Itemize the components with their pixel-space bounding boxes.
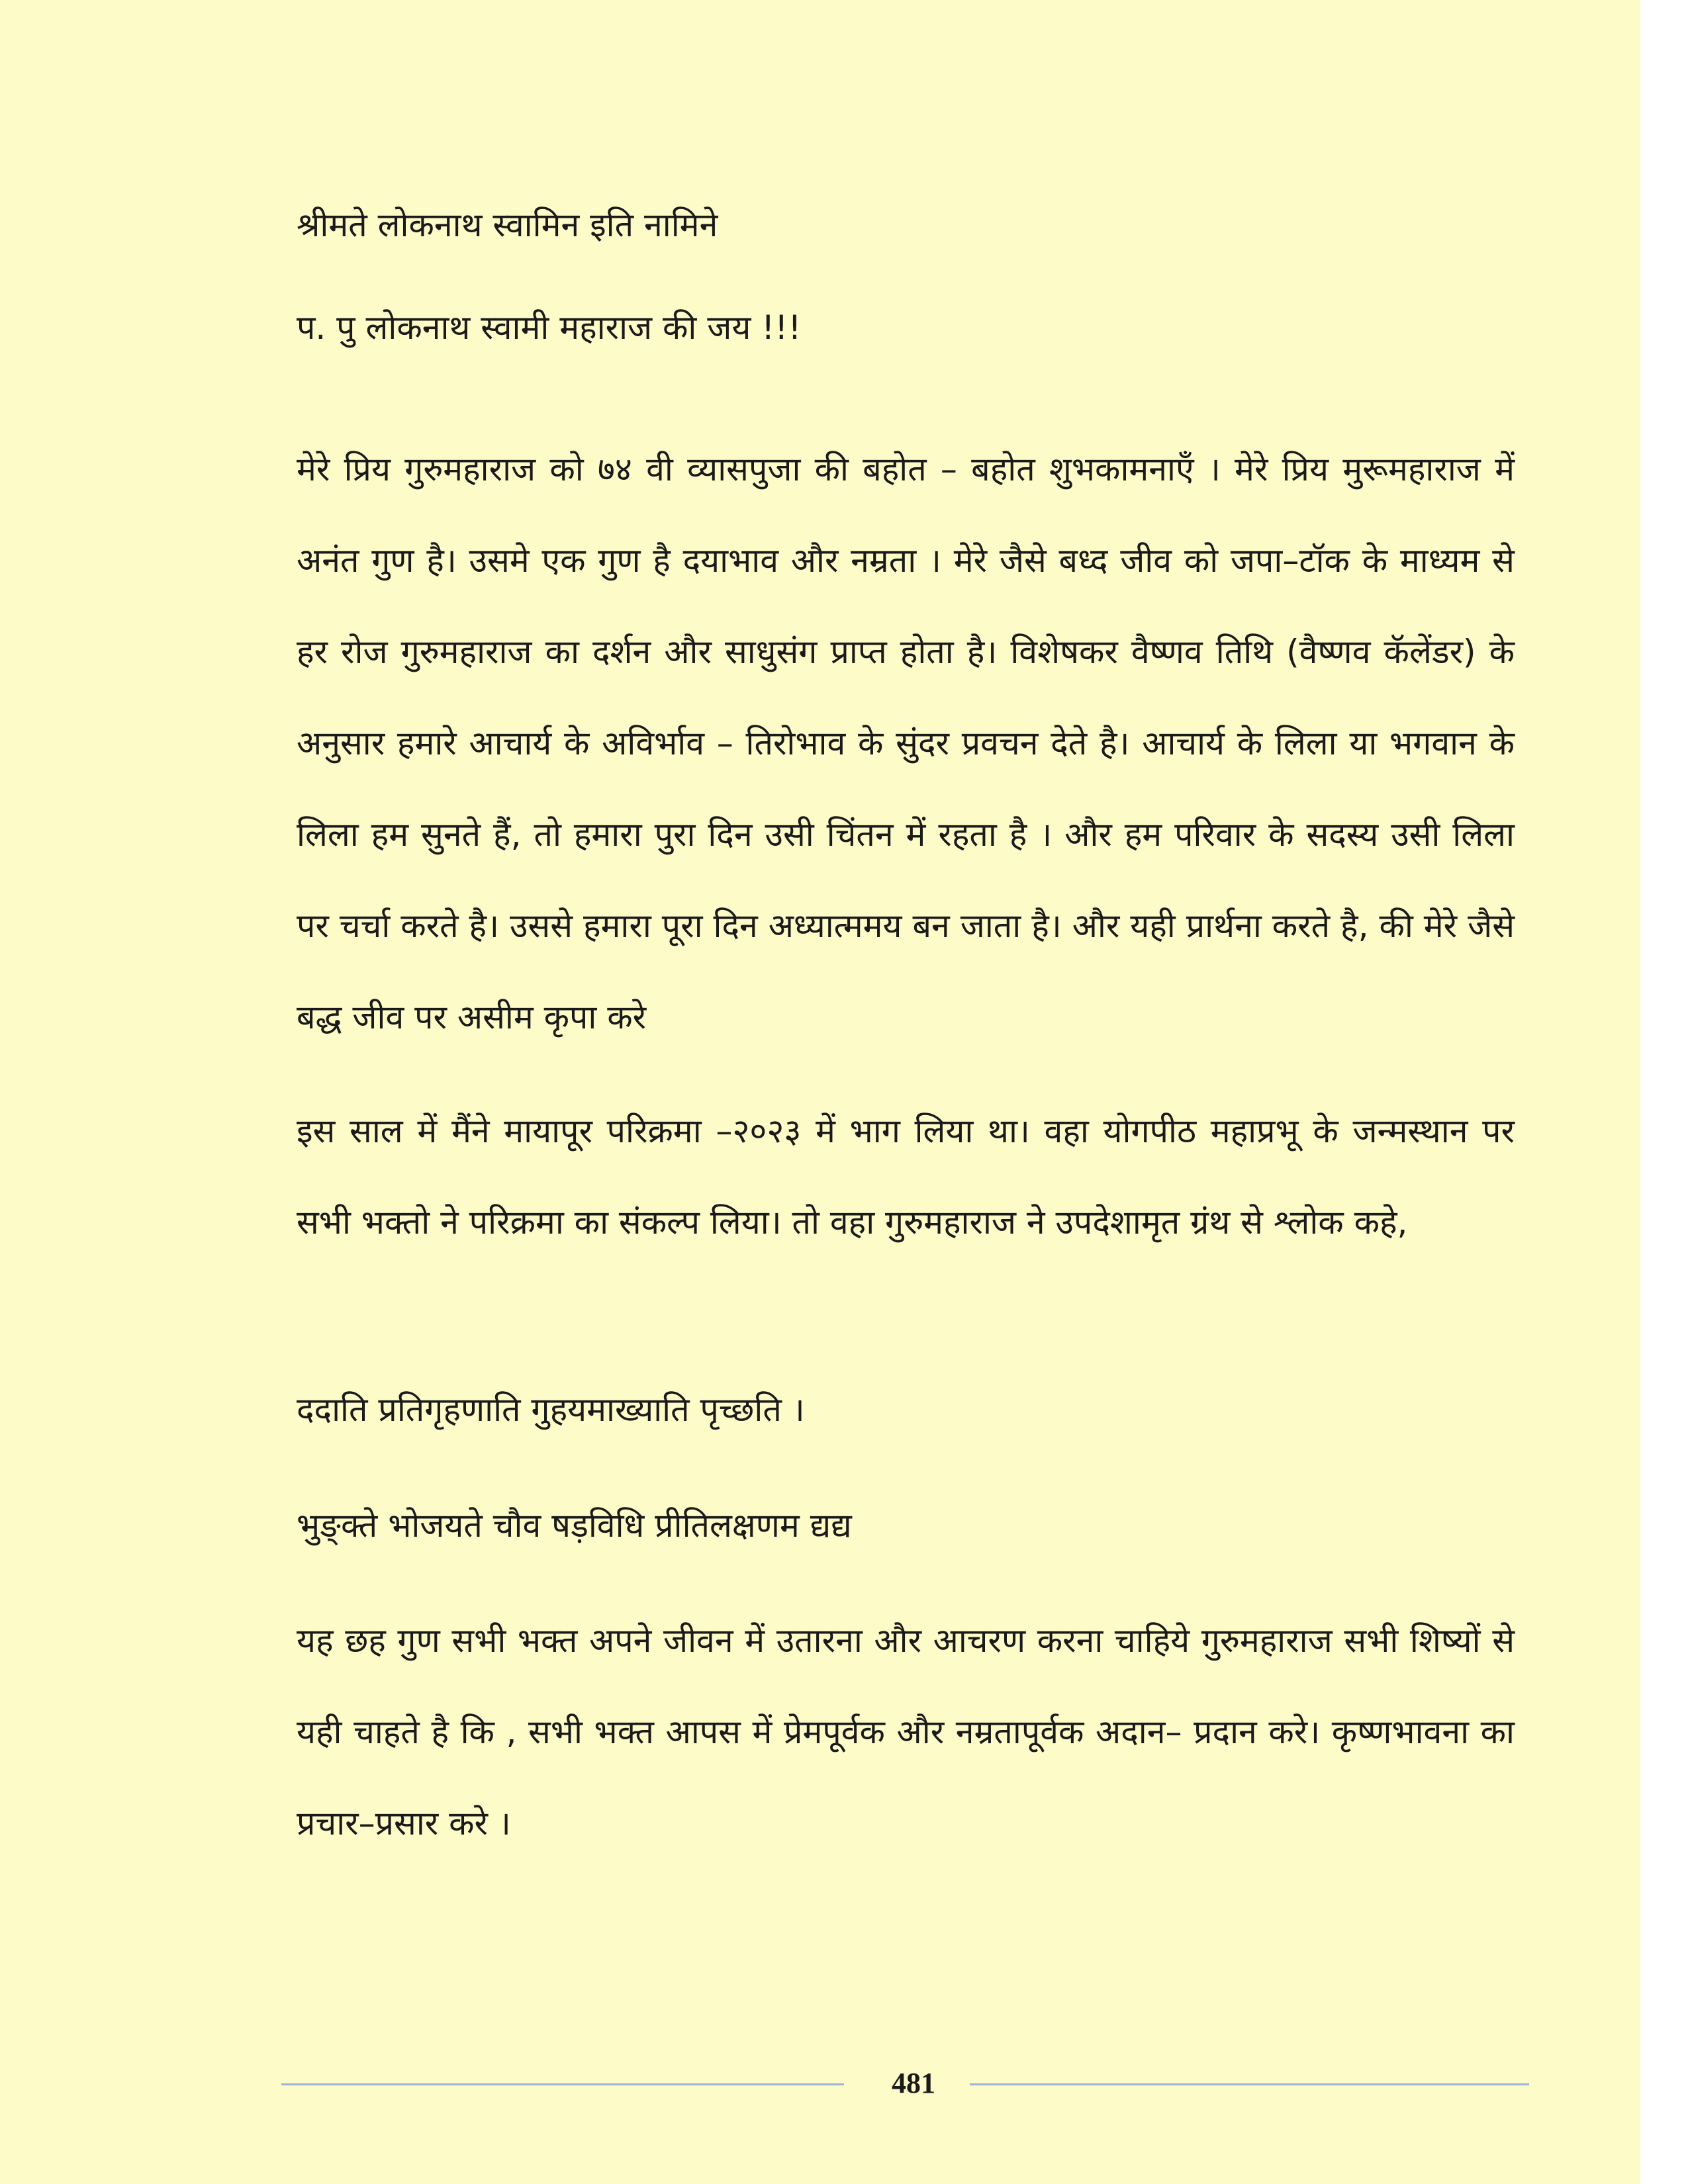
- paragraph-1: मेरे प्रिय गुरुमहाराज को ७४ वी व्यासपुजा की बहोत – बहोत शुभकामनाएँ । मेरे प्रिय मुरूमहाराज में अनंत गुण है। उसमे एक गुण है दयाभाव और नम्रता । मेरे जैसे बध्द जीव को जपा–टॉक के माध्यम से हर रोज गुरुमहाराज का दर्शन और साधुसंग प्राप्त होता है। विशेषकर वैष्णव तिथि (वैष्णव कॅलेंडर) के अनुसार हमारे आचार्य के अविर्भाव – तिरोभाव के सुंदर प्रवचन देते है। आचार्य के लिला या भगवान के लिला हम सुनते हैं, तो हमारा पुरा दिन उसी चिंतन में रहता है । और हम परिवार के सदस्य उसी लिला पर चर्चा करते है। उससे हमारा पूरा दिन अध्यात्ममय बन जाता है। और यही प्रार्थना करते है, की मेरे जैसे बद्ध जीव पर असीम कृपा करे: [297, 450, 1515, 1036]
- footer-rule-right: [970, 2083, 1529, 2085]
- salutation-line-2: प. पु लोकनाथ स्वामी महाराज की जय !!!: [297, 308, 802, 347]
- paragraph-2: इस साल में मैंने मायापूर परिक्रमा –२०२३ में भाग लिया था। वहा योगपीठ महाप्रभू के जन्मस्थान पर सभी भक्तो ने परिक्रमा का संकल्प लिया। तो वहा गुरुमहाराज ने उपदेशामृत ग्रंथ से श्लोक कहे,: [297, 1112, 1515, 1242]
- verse-line-1: ददाति प्रतिगृहणाति गुहयमाख्याति पृच्छति ।: [297, 1390, 805, 1429]
- verse-line-2: भुङ्क्ते भोजयते चौव षड़विधि प्रीतिलक्षणम द्यद्य: [297, 1506, 852, 1545]
- page-number: 481: [892, 2067, 935, 2099]
- paragraph-3: यह छह गुण सभी भक्त अपने जीवन में उतारना और आचरण करना चाहिये गुरुमहाराज सभी शिष्यों से यही चाहते है कि , सभी भक्त आपस में प्रेमपूर्वक और नम्रतापूर्वक अदान– प्रदान करे। कृष्णभावना का प्रचार–प्रसार करे ।: [297, 1621, 1515, 1843]
- footer-rule-left: [281, 2083, 844, 2085]
- salutation-line-1: श्रीमते लोकनाथ स्वामिन इति नामिने: [297, 206, 718, 244]
